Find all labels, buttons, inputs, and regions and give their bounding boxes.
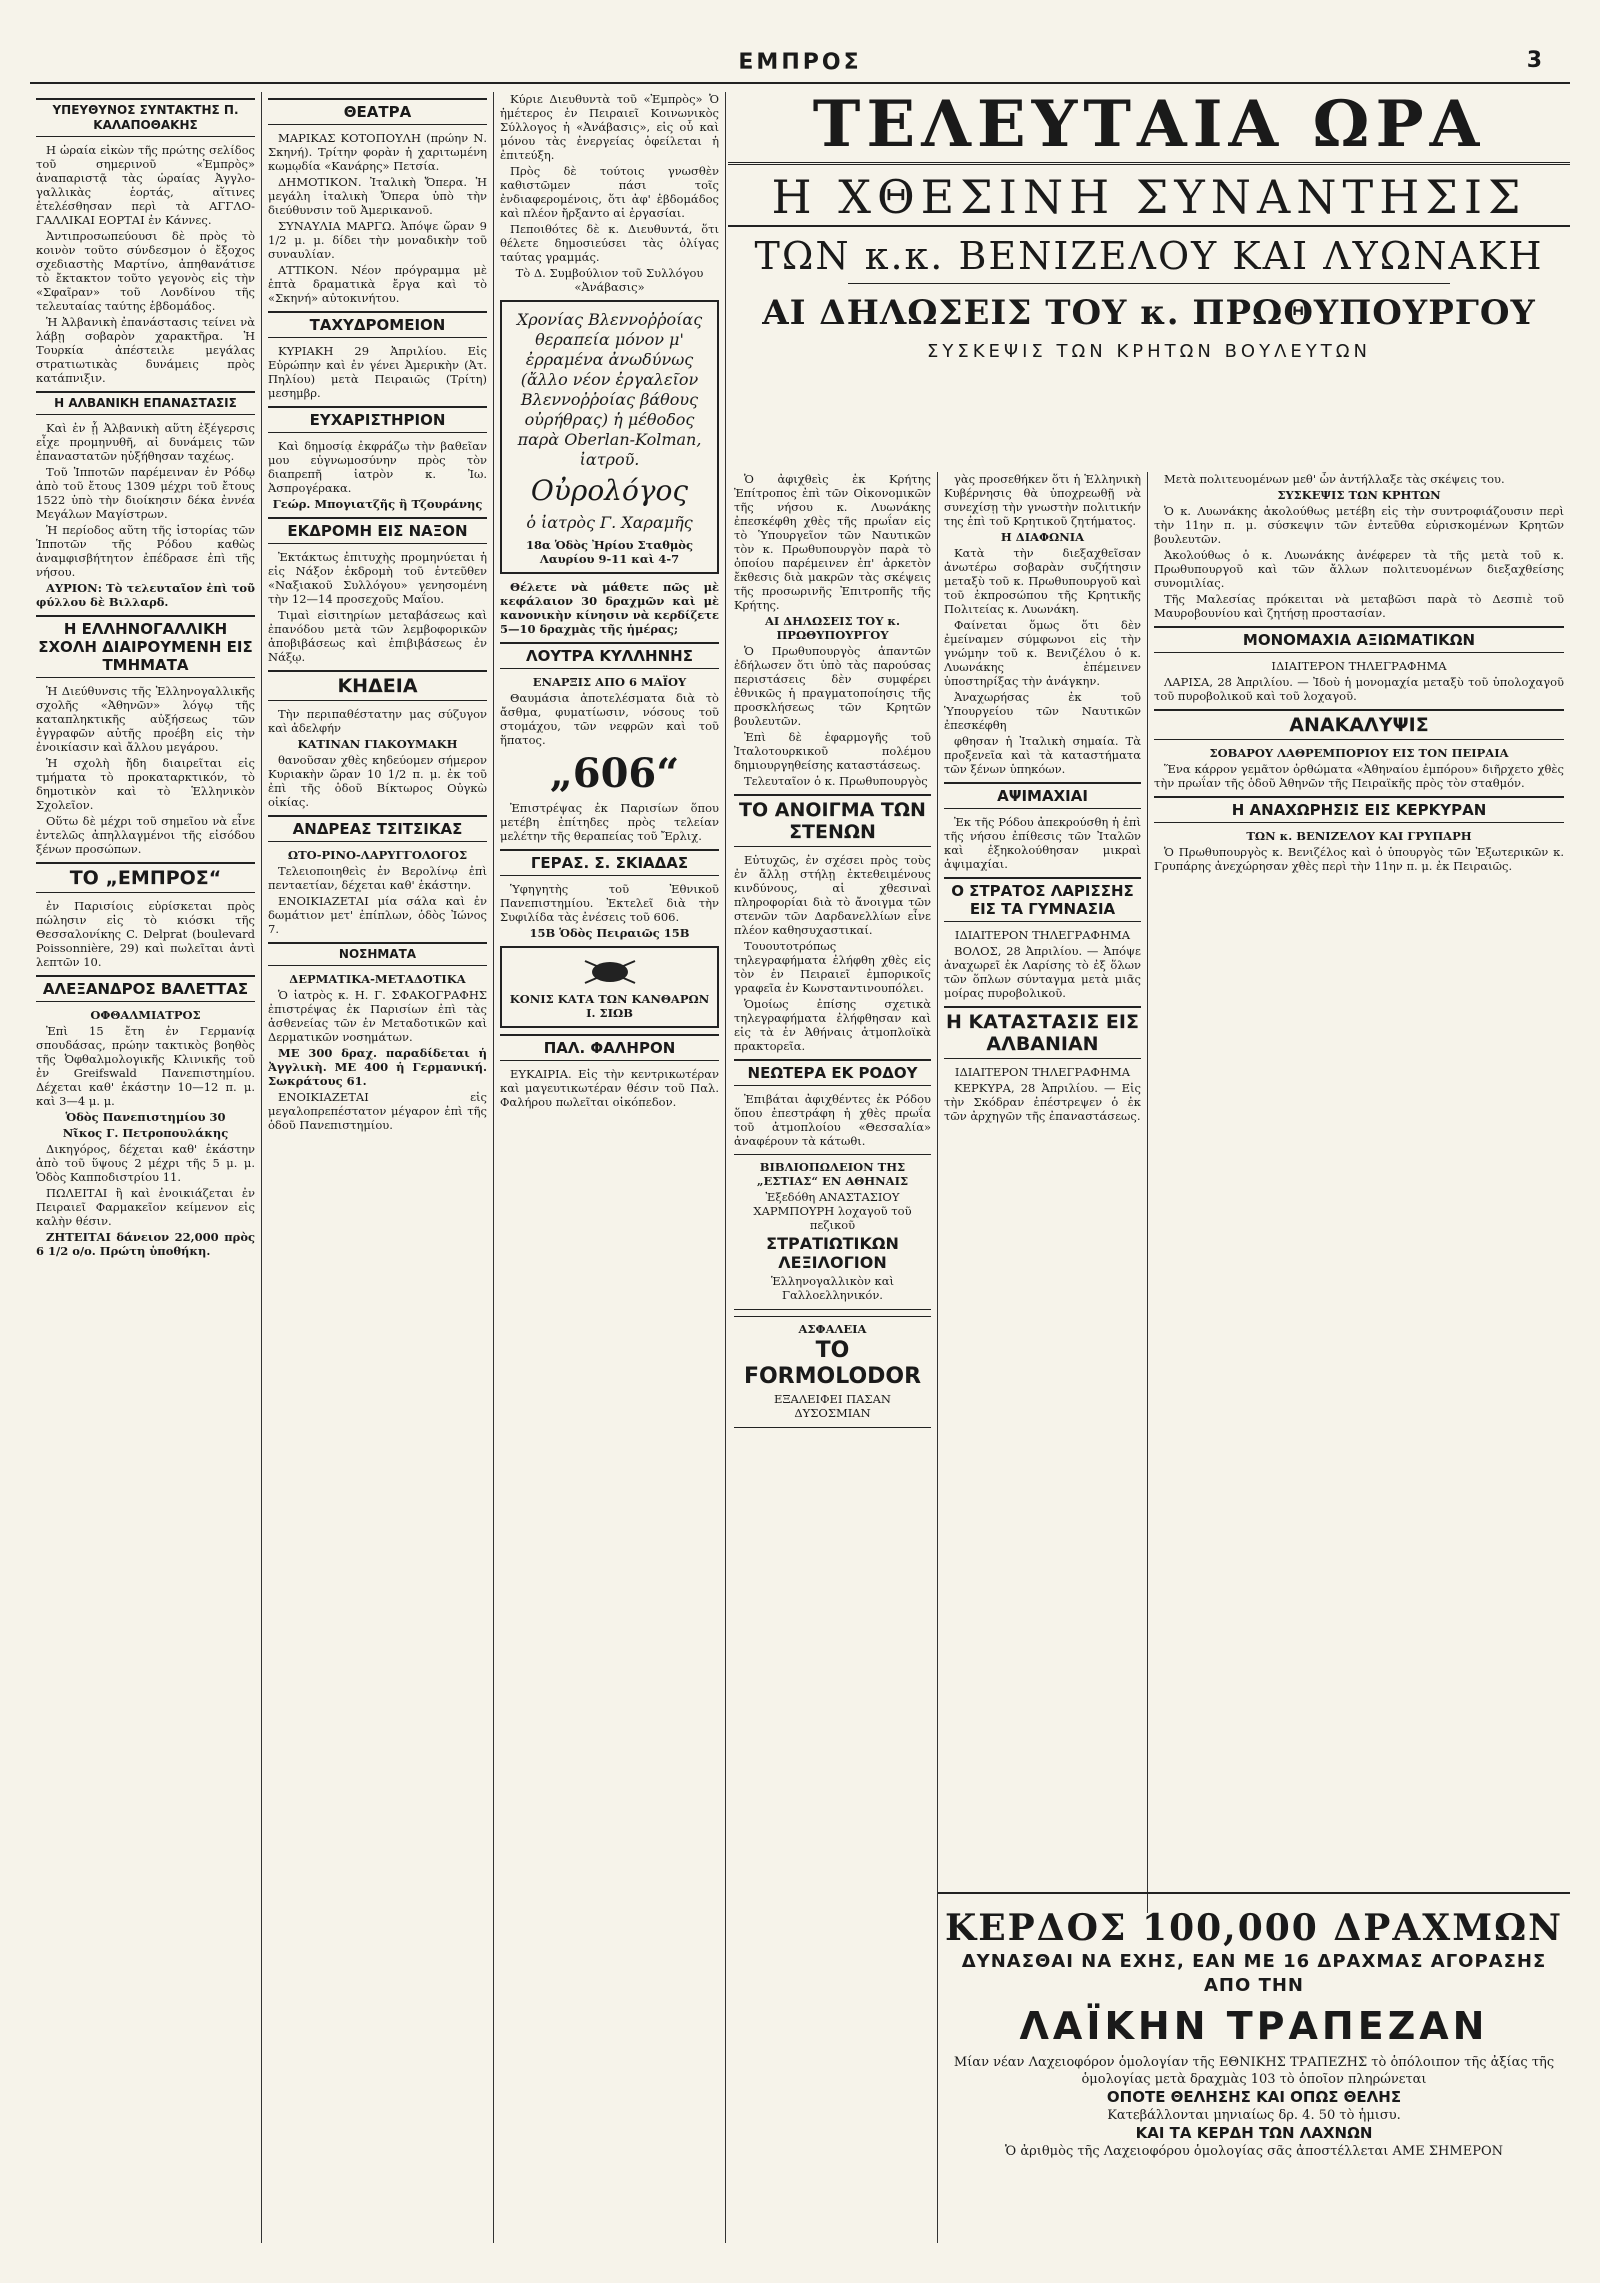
- article-text: Ἀναχωρήσας ἐκ τοῦ Ὑπουργείου τῶν Ναυτικῶν ἐπεσκέφθη: [944, 690, 1141, 732]
- article-text: Τιμαὶ εἰσιτηρίων μεταβάσεως καὶ ἐπανόδου μετὰ τῶν λεμβοφορικῶν ἀποβιβάσεως καὶ ἐπιβιβάσεως ἐν Νάξῳ.: [268, 608, 487, 664]
- ad-title: TO FORMOLODOR: [743, 1338, 922, 1389]
- article-text: Φαίνεται ὅμως ὅτι δὲν ἐμείναμεν σύμφωνοι εἰς τὴν γνώμην τοῦ κ. Βενιζέλου ὁ κ. Λυωνάκης ἐπέμεινεν ὑποστηρίξας τὴν ἀνάγκην.: [944, 618, 1141, 688]
- excursion-heading: ΕΚΔΡΟΜΗ ΕΙΣ ΝΑΞΟΝ: [268, 517, 487, 544]
- article-text: γὰς προσεθήκεν ὅτι ἡ Ἑλληνικὴ Κυβέρνησις θὰ ὑποχρεωθῇ νὰ συνεχίσῃ τὴν γνωστὴν πολιτικήν της ἐπὶ τοῦ Κρητικοῦ ζητήματος.: [944, 472, 1141, 528]
- baths-heading: ΛΟΥΤΡΑ ΚΥΛΛΗΝΗΣ: [500, 642, 719, 669]
- deceased-name: ΚΑΤΙΝΑΝ ΓΙΑΚΟΥΜΑΚΗ: [297, 737, 458, 751]
- ad-text: Κατεβάλλονται μηνιαίως δρ. 4. 50 τὸ ἡμισυ.: [1107, 2108, 1401, 2123]
- ad-text: Μίαν νέαν Λαχειοφόρον ὁμολογίαν τῆς ΕΘΝΙΚΗΣ ΤΡΑΠΕΖΗΣ τὸ ὁπόλοιπον τῆς ἀξίας τῆς ὁμολογίας μετὰ δραχμὰς 103 τὸ ὁποῖον πληρώνεται: [953, 2055, 1555, 2087]
- ad-title: ΣΤΡΑΤΙΩΤΙΚΩΝ ΛΕΞΙΛΟΓΙΟΝ: [766, 1234, 899, 1272]
- ad-text: Ἑλληνογαλλικὸν καὶ Γαλλοελληνικόν.: [770, 1274, 894, 1302]
- ad-headline: ΚΕΡΔΟΣ 100,000 ΔΡΑΧΜΩΝ: [944, 1907, 1564, 1949]
- headline-main: ΤΕΛΕΥΤΑΙΑ ΩΡΑ: [728, 92, 1570, 165]
- article-text: Ἐπὶ δὲ ἐφαρμογῆς τοῦ Ἰταλοτουρκικοῦ πολέμου δημιουργηθείσης καταστάσεως.: [734, 730, 931, 772]
- doctor-specialty: ΩΤΟ-ΡΙΝΟ-ΛΑΡΥΓΓΟΛΟΓΟΣ: [287, 848, 468, 862]
- article-text: Τὴν περιπαθέστατην μας σύζυγον καὶ ἀδελφήν: [268, 707, 487, 735]
- column-6: [1148, 472, 1570, 1913]
- article-text: ΣΥΝΑΥΛΙΑ ΜΑΡΓΩ. Ἀπόψε ὥραν 9 1/2 μ. μ. δίδει τὴν μοναδικὴν τοῦ συναυλίαν.: [268, 219, 487, 261]
- article-text: Οὕτω δὲ μέχρι τοῦ σημεῖου νὰ εἶνε ἐντελῶς ἀπηλλαγμένοι τῆς εἰσόδου ξένων προσώπων.: [36, 814, 255, 856]
- article-text: Ὁ κ. Λυωνάκης ἀκολούθως μετέβη εἰς τὴν συντροφιάζουσιν περὶ τὴν 11ην π. μ. σύσκεψιν τῶν ἐντεῦθα εὑρισκομένων Κρητῶν βουλευτῶν.: [1154, 504, 1564, 546]
- signature: Τὸ Δ. Συμβούλιον τοῦ Συλλόγου «Ἀνάβασις»: [515, 266, 704, 294]
- duel-heading: ΜΟΝΟΜΑΧΙΑ ΑΞΙΩΜΑΤΙΚΩΝ: [1154, 626, 1564, 653]
- notice-text: ΑΥΡΙΟΝ: Τὸ τελευταῖον ἐπὶ τοῦ φύλλου δὲ Βιλλαρδ.: [36, 581, 255, 609]
- article-text: ἐν Παρισίοις εὑρίσκεται πρὸς πώλησιν εἰς τὸ κιόσκι τῆς Θεσσαλονίκης C. Delprat (boulevard Poissonnière, 29) καὶ πωλεῖται ἀντὶ λεπτῶν 10.: [36, 899, 255, 969]
- urologist-ad: [500, 300, 719, 574]
- article-text: ΕΝΟΙΚΙΑΖΕΤΑΙ μία σάλα καὶ ἐν δωμάτιον μετ' ἐπίπλων, ὁδὸς Ἰώνος 7.: [268, 894, 487, 936]
- subheading: ΣΥΣΚΕΨΙΣ ΤΩΝ ΚΡΗΤΩΝ: [1277, 488, 1441, 502]
- headline-second: Η ΧΘΕΣΙΝΗ ΣΥΝΑΝΤΗΣΙΣ: [728, 171, 1570, 227]
- article-text: ΑΤΤΙΚΟΝ. Νέον πρόγραμμα μὲ ἑπτὰ δραματικὰ ἔργα καὶ τὸ «Σκηνή» αὐτοκινήτου.: [268, 263, 487, 305]
- article-text: Ἐπιβάται ἀφιχθέντες ἐκ Ρόδου ὅπου ἐπεστράφη ἡ χθὲς πρωΐα τοῦ ἀτμοπλοίου «Θεσσαλία» ἀναφέρουν τὰ κάτωθι.: [734, 1092, 931, 1148]
- newspaper-title: ΕΜΠΡΟΣ: [738, 50, 862, 75]
- subheading: Η ΔΙΑΦΩΝΙΑ: [1000, 530, 1085, 544]
- editor-heading: ΥΠΕΥΘΥΝΟΣ ΣΥΝΤΑΚΤΗΣ Π. ΚΑΛΑΠΟΘΑΚΗΣ: [36, 98, 255, 137]
- divider: [848, 283, 1450, 284]
- funeral-heading: ΚΗΔΕΙΑ: [268, 670, 487, 701]
- article-text: Κύριε Διευθυντὰ τοῦ «Ἐμπρὸς» Ὁ ἡμέτερος ἐν Πειραιεῖ Κοινωνικὸς Σύλλογος ἡ «Ἀνάβασις», εἰς οὗ καὶ μόνου τὰς ἐνεργείας ὀφείλεται ἡ ἐπιτεύξη.: [500, 92, 719, 162]
- ad-sub: ΟΦΘΑΛΜΙΑΤΡΟΣ: [90, 1008, 201, 1022]
- ad-name: Νῖκος Γ. Πετροπουλάκης: [62, 1126, 229, 1140]
- ad-text: ΟΠΟΤΕ ΘΕΛΗΣΗΣ ΚΑΙ ΟΠΩΣ ΘΕΛΗΣ: [1106, 2088, 1402, 2106]
- article-text: Πεποιθότες δὲ κ. Διευθυντά, ὅτι θέλετε δημοσιεύσει τὰς ὀλίγας ταύτας γραμμάς.: [500, 222, 719, 264]
- ad-text: ΑΣΦΑΛΕΙΑ: [798, 1322, 867, 1336]
- article-text: φθησαν ἡ Ἰταλικὴ σημαία. Τὰ προξενεῖα καὶ τὰ καταστήματα τῶν ξένων ὑπηκόων.: [944, 734, 1141, 776]
- beetle-icon: [506, 952, 713, 992]
- article-text: Εὐτυχῶς, ἐν σχέσει πρὸς τοὺς ἐν ἄλλῃ στήλῃ ἐκτεθειμένους κινδύνους, αἱ χθεσιναὶ πληροφορίαι διὰ τὸ ἄνοιγμα τῶν στενῶν τῶν Δαρδανελλίων εἶνε πλέον καθησυχαστικαί.: [734, 853, 931, 937]
- article-text: ΚΥΡΙΑΚΗ 29 Ἀπριλίου. Εἰς Εὐρώπην καὶ ἐν γένει Ἀμερικὴν (Ἀτ. Πηλίου) μετὰ Πειραιῶς (Τρίτη) μεσημβρ.: [268, 344, 487, 400]
- column-1: [30, 92, 262, 2243]
- ad-text: ΚΟΝΙΣ ΚΑΤΑ ΤΩΝ ΚΑΝΘΑΡΩΝ Ι. ΣΙΩΒ: [509, 992, 710, 1020]
- telegram-label: ΙΔΙΑΙΤΕΡΟΝ ΤΗΛΕΓΡΑΦΗΜΑ: [954, 1065, 1131, 1079]
- article-text: Ὁ ἀφιχθεὶς ἐκ Κρήτης Ἐπίτροπος ἐπὶ τῶν Οἰκονομικῶν τῆς νήσου κ. Λυωνάκης ἐπεσκέφθη χθὲς τῆς πρωΐαν εἰς τὸ Ὑπουργεῖον τῶν Ναυτικῶν τὸν κ. Πρωθυπουργὸν παρὰ τὸ ὁποίου παρέμεινεν ἐπ' ἀρκετὸν ἔκθεσις διὰ μακρῶν τὰς σκέψεις τῆς προσωρινῆς Ἐπιτροπῆς τῆς Κρήτης.: [734, 472, 931, 612]
- article-text: Ὁ Πρωθυπουργὸς κ. Βενιζέλος καὶ ὁ ὑπουργὸς τῶν Ἐξωτερικῶν κ. Γρυπάρης ἀνεχώρησαν χθὲς περὶ τὴν 11ην π. μ. ἐκ Πειραιῶς.: [1154, 845, 1564, 873]
- departure-heading: Η ΑΝΑΧΩΡΗΣΙΣ ΕΙΣ ΚΕΡΚΥΡΑΝ: [1154, 796, 1564, 823]
- discovery-heading: ΑΝΑΚΑΛΥΨΙΣ: [1154, 709, 1564, 740]
- article-text: Καὶ ἐν ᾗ Ἀλβανικὴ αὕτη ἐξέγερσις εἶχε προμηνυθῆ, αἱ δυνάμεις τῶν ἐπαναστατῶν ηὐξήθησαν ταχέως.: [36, 421, 255, 463]
- article-text: ΚΕΡΚΥΡΑ, 28 Ἀπριλίου. — Εἰς τὴν Σκόδραν ἐπέστρεψεν ὁ ἐκ τῶν ἀρχηγῶν τῆς ἐπαναστάσεως.: [944, 1081, 1141, 1123]
- article-text: ΜΑΡΙΚΑΣ ΚΟΤΟΠΟΥΛΗ (πρώην Ν. Σκηνή). Τρίτην φορὰν ἡ χαριτωμένη κωμῳδία «Κανάρης» Πετσία.: [268, 131, 487, 173]
- article-text: Ἀντιπροσωπεύουσι δὲ πρὸς τὸ κοινὸν τοῦτο σύνδεσμον ὁ ἔξοχος σχεδιαστὴς Μαρτίνο, ἀπηθανάτισε τὸ ἔκτακτον τοῦτο γεγονὸς εἰς τὴν «Σφαῖραν» τοῦ Λονδίνου τῆς τελευταίας ταύτης ἑβδομάδος.: [36, 229, 255, 313]
- article-text: Ὁ ἰατρὸς κ. Η. Γ. ΣΦΑΚΟΓΡΑΦΗΣ ἐπιστρέψας ἐκ Παρισίων ἐπὶ τὰς ἀσθενείας τῶν ἐν Μεταδοτικῶν καὶ Δερματικῶν νοσημάτων.: [268, 988, 487, 1044]
- ad-address: Ὁδὸς Πανεπιστημίου 30: [65, 1110, 226, 1124]
- ad-text: ΠΩΛΕΙΤΑΙ ἢ καὶ ἐνοικιάζεται ἐν Πειραιεῖ Φαρμακεῖον κείμενον εἰς καλὴν θέσιν.: [36, 1186, 255, 1228]
- article-text: Θαυμάσια ἀποτελέσματα διὰ τὸ ἄσθμα, φυματίωσιν, νόσους τοῦ στομάχου, τῶν νεφρῶν καὶ τοῦ ἥπατος.: [500, 691, 719, 747]
- article-text: Τελειοποιηθεὶς ἐν Βερολίνῳ ἐπὶ πενταετίαν, δέχεται καθ' ἑκάστην.: [268, 864, 487, 892]
- article-text: θανοῦσαν χθὲς κηδεύομεν σήμερον Κυριακὴν ὥραν 10 1/2 π. μ. ἐκ τοῦ ἐπὶ τῆς ὁδοῦ Βίκτωρος Οὐγκὼ οἰκίας.: [268, 753, 487, 809]
- ad-address: 18α Ὁδὸς Ἠρίου Σταθμὸς Λαυρίου 9-11 καὶ 4-7: [526, 538, 693, 566]
- article-text: Καὶ δημοσίᾳ ἐκφράζω τὴν βαθεῖαν μου εὐγνωμοσύνην πρὸς τὸν διαπρεπῆ ἰατρὸν κ. Ἰω. Ἀσπρογέρακα.: [268, 439, 487, 495]
- telegram-label: ΙΔΙΑΙΤΕΡΟΝ ΤΗΛΕΓΡΑΦΗΜΑ: [954, 928, 1131, 942]
- article-text: Ὁμοίως ἐπίσης σχετικὰ τηλεγραφήματα ἐλήφθησαν καὶ εἰς τὰ ἐν Ἀθήναις ἀτμοπλοϊκὰ πρακτορεῖα.: [734, 997, 931, 1053]
- ad-text: ΒΙΒΛΙΟΠΩΛΕΙΟΝ ΤΗΣ „ΕΣΤΙΑΣ“ ΕΝ ΑΘΗΝΑΙΣ: [756, 1160, 909, 1188]
- rhodes-heading: ΝΕΩΤΕΡΑ ΕΚ ΡΟΔΟΥ: [734, 1059, 931, 1086]
- baths-sub: ΕΝΑΡΞΙΣ ΑΠΟ 6 ΜΑΪΟΥ: [532, 675, 687, 689]
- signature: Γεώρ. Μπογιατζῆς ἢ Τζουράνης: [272, 497, 483, 511]
- ad-text: Ὁ ἀριθμὸς τῆς Λαχειοφόρου ὁμολογίας σᾶς ἀποστέλλεται ΑΜΕ ΣΗΜΕΡΟΝ: [1005, 2144, 1503, 2159]
- masthead: [30, 48, 1570, 84]
- ad-text: ΖΗΤΕΙΤΑΙ δάνειον 22,000 πρὸς 6 1/2 ο/ο. Πρώτη ὑποθήκη.: [36, 1230, 255, 1258]
- article-text: ΔΗΜΟΤΙΚΟΝ. Ἰταλικὴ Ὄπερα. Ἡ μεγάλη ἰταλικὴ Ὄπερα ὑπὸ τὴν διεύθυνσιν τοῦ Ἀμερικανοῦ.: [268, 175, 487, 217]
- article-text: Ἀκολούθως ὁ κ. Λυωνάκης ἀνέφερεν τὰ τῆς μετὰ τοῦ κ. Πρωθυπουργοῦ καὶ τῶν ἄλλων πολιτευομένων διεξαχθείσης συνομιλίας.: [1154, 548, 1564, 590]
- discovery-sub: ΣΟΒΑΡΟΥ ΛΑΘΡΕΜΠΟΡΙΟΥ ΕΙΣ ΤΟΝ ΠΕΙΡΑΙΑ: [1209, 746, 1509, 760]
- article-text: Μετὰ πολιτευομένων μεθ' ὧν ἀντήλλαξε τὰς σκέψεις του.: [1164, 472, 1505, 486]
- article-text: Ἕνα κάρρον γεμᾶτον ὀρθώματα «Ἀθηναίου ἐμπόρου» διῆρχετο χθὲς τὴν πρωΐαν τῆς ὁδοῦ Ἀθηνῶν τῆς Πειραϊκῆς πρὸς τὸν σταθμόν.: [1154, 762, 1564, 790]
- ad-script: Χρονίας Βλεννοῤῥοίας θεραπεία μόνον μ' ἐρραμένα ἀνωδύνως (ἄλλο νέον ἐργαλεῖον Βλεννοῤῥοίας βάθους οὐρήθρας) ἡ μέθοδος παρὰ Oberlan-Kolman, ἰατροῦ.: [516, 310, 703, 469]
- article-text: Η ὡραία εἰκὼν τῆς πρώτης σελίδος τοῦ σημερινοῦ «Ἐμπρὸς» ἀναπαριστᾷ τὰς ὡραίας Ἀγγλο-γαλλικὰς ἑορτάς, αἵτινες ἑτελέσθησαν περὶ τὰ ΑΓΓΛΟ-ΓΑΛΛΙΚΑΙ ΕΟΡΤΑΙ ἐν Κάννες.: [36, 143, 255, 227]
- straits-heading: ΤΟ ΑΝΟΙΓΜΑ ΤΩΝ ΣΤΕΝΩΝ: [734, 794, 931, 847]
- thanks-heading: ΕΥΧΑΡΙΣΤΗΡΙΟΝ: [268, 406, 487, 433]
- headline-third: ΤΩΝ κ.κ. ΒΕΝΙΖΕΛΟΥ ΚΑΙ ΛΥΩΝΑΚΗ: [754, 234, 1544, 278]
- school-heading: Η ΕΛΛΗΝΟΓΑΛΛΙΚΗ ΣΧΟΛΗ ΔΙΑΙΡΟΥΜΕΝΗ ΕΙΣ ΤΜΗΜΑΤΑ: [36, 615, 255, 678]
- article-text: Τελευταῖον ὁ κ. Πρωθυπουργὸς: [744, 774, 928, 788]
- disease-sub: ΔΕΡΜΑΤΙΚΑ-ΜΕΤΑΔΟΤΙΚΑ: [289, 972, 466, 986]
- ad-subline: ΔΥΝΑΣΘΑΙ ΝΑ ΕΧΗΣ, ΕΑΝ ΜΕ 16 ΔΡΑΧΜΑΣ ΑΓΟΡΑΣΗΣ ΑΠΟ ΤΗΝ: [961, 1951, 1547, 1996]
- disease-heading: ΝΟΣΗΜΑΤΑ: [268, 942, 487, 966]
- article-text: Ἡ Διεύθυνσις τῆς Ἑλληνογαλλικῆς σχολῆς «Ἀθηνῶν» λόγῳ τῆς καταπληκτικῆς αὐξήσεως τῶν ἐγγραφῶν αὐτῆς προέβη εἰς τὴν ἐνοικίασιν καὶ ἄλλου μεγάρου.: [36, 684, 255, 754]
- formolodor-ad: [734, 1316, 931, 1428]
- article-text: ΛΑΡΙΣΑ, 28 Ἀπριλίου. — Ἰδοὺ ἡ μονομαχία μεταξὺ τοῦ ὑπολοχαγοῦ τοῦ πυροβολικοῦ καὶ τοῦ λοχαγοῦ.: [1154, 675, 1564, 703]
- article-text: Ἐκτάκτως ἐπιτυχὴς προμηνύεται ἡ εἰς Νάξον ἐκδρομὴ τοῦ ἐντεῦθεν «Ναξιακοῦ Συλλόγου» γενησομένη τὴν 12—14 προσεχοῦς Μαΐου.: [268, 550, 487, 606]
- article-text: Τῆς Μαλεσίας πρόκειται νὰ μεταβῶσι παρὰ τὸ Δεσπιὲ τοῦ Μαυροβουνίου καὶ ζητήσῃ προστασίαν.: [1154, 592, 1564, 620]
- subheading: Η ΑΛΒΑΝΙΚΗ ΕΠΑΝΑΣΤΑΣΙΣ: [36, 391, 255, 415]
- ad-text: Θέλετε νὰ μάθετε πῶς μὲ κεφάλαιον 30 δραχμῶν καὶ μὲ κανονικὴν κίνησιν νὰ κερδίζετε 5—10 δραχμὰς τῆς ἡμέρας;: [500, 580, 719, 636]
- column-4: [728, 472, 938, 2243]
- bank-ad: [938, 1892, 1570, 2242]
- headline-fifth: ΣΥΣΚΕΨΙΣ ΤΩΝ ΚΡΗΤΩΝ ΒΟΥΛΕΥΤΩΝ: [927, 341, 1371, 362]
- ad-text: Ἐπὶ 15 ἔτη ἐν Γερμανίᾳ σπουδάσας, πρώην τακτικὸς βοηθὸς τῆς Ὀφθαλμολογικῆς Κλινικῆς τοῦ ἐν Greifswald Πανεπιστημίου. Δέχεται καθ' ἑκάστην 10—12 π. μ. καὶ 3—4 μ. μ.: [36, 1024, 255, 1108]
- ad-text: ΕΞΑΛΕΙΦΕΙ ΠΑΣΑΝ ΔΥΣΟΣΜΙΑΝ: [774, 1392, 891, 1420]
- ad-text: ΚΑΙ ΤΑ ΚΕΡΔΗ ΤΩΝ ΛΑΧΝΩΝ: [1135, 2124, 1373, 2142]
- article-text: ΕΥΚΑΙΡΙΑ. Εἰς τὴν κεντρικωτέραν καὶ μαγευτικωτέραν θέσιν τοῦ Παλ. Φαλήρου πωλεῖται οἰκόπεδον.: [500, 1067, 719, 1109]
- article-text: Ἡ σχολὴ ἤδη διαιρεῖται εἰς τμήματα τὸ προκαταρκτικόν, τὸ δημοτικὸν καὶ τὸ Ἑλληνικὸν Σχολεῖον.: [36, 756, 255, 812]
- army-heading: Ο ΣΤΡΑΤΟΣ ΛΑΡΙΣΣΗΣ ΕΙΣ ΤΑ ΓΥΜΝΑΣΙΑ: [944, 877, 1141, 922]
- bookshop-ad: [734, 1154, 931, 1310]
- ad-text: Ἐξεδόθη ΑΝΑΣΤΑΣΙΟΥ ΧΑΡΜΠΟΥΡΗ λοχαγοῦ τοῦ πεζικοῦ: [753, 1190, 912, 1232]
- article-text: Κατὰ τὴν διεξαχθεῖσαν ἀνωτέρω σοβαρὰν συζήτησιν μεταξὺ τοῦ κ. Πρωθυπουργοῦ καὶ τοῦ ἐκπροσώπου τῆς Κρητικῆς Πολιτείας κ. Λυωνάκη.: [944, 546, 1141, 616]
- column-2: [262, 92, 494, 2243]
- beetle-ad: [500, 946, 719, 1028]
- emp-heading: ΤΟ „ΕΜΠΡΟΣ“: [36, 862, 255, 893]
- ad-606: „606“: [549, 750, 680, 797]
- doctor-heading: ΑΝΔΡΕΑΣ ΤΣΙΤΣΙΚΑΣ: [268, 815, 487, 842]
- ad-text: Δικηγόρος, δέχεται καθ' ἑκάστην ἀπὸ τοῦ ὕψους 2 μέχρι τῆς 5 μ. μ. Ὁδὸς Καπποδιστρίου 11.: [36, 1142, 255, 1184]
- article-text: Ἡ περίοδος αὕτη τῆς ἱστορίας τῶν Ἱπποτῶν τῆς Ρόδου καθὼς ἀναμφισβήτητον ἐπέδρασε ἐπὶ τῆς νήσου.: [36, 523, 255, 579]
- headline-fourth: ΑΙ ΔΗΛΩΣΕΙΣ ΤΟΥ κ. ΠΡΩΘΥΠΟΥΡΓΟΥ: [762, 293, 1536, 333]
- page-number: 3: [1526, 48, 1542, 73]
- column-3: [494, 92, 726, 2243]
- ad-bank-name: ΛΑΪΚΗΝ ΤΡΑΠΕΖΑΝ: [1019, 2004, 1489, 2048]
- telegram-label: ΙΔΙΑΙΤΕΡΟΝ ΤΗΛΕΓΡΑΦΗΜΑ: [1271, 659, 1447, 673]
- ad-script-title: Οὐρολόγος: [530, 474, 689, 507]
- ad-text: ΜΕ 300 δραχ. παραδίδεται ἡ Ἀγγλικὴ. ΜΕ 400 ἡ Γερμανική. Σωκράτους 61.: [268, 1046, 487, 1088]
- doctor-heading: ΓΕΡΑΣ. Σ. ΣΚΙΑΔΑΣ: [500, 849, 719, 876]
- departure-sub: ΤΩΝ κ. ΒΕΝΙΖΕΛΟΥ ΚΑΙ ΓΡΥΠΑΡΗ: [1246, 829, 1472, 843]
- article-text: Ἡ Ἀλβανικὴ ἐπανάστασις τείνει νὰ λάβῃ σοβαρὸν χαρακτῆρα. Ἡ Τουρκία ἀπέστειλε μεγάλας στρατιωτικὰς δυνάμεις πρὸς κατάπνιξιν.: [36, 315, 255, 385]
- post-heading: ΤΑΧΥΔΡΟΜΕΙΟΝ: [268, 311, 487, 338]
- ad-address: 15Β Ὁδὸς Πειραιῶς 15Β: [529, 926, 690, 940]
- theatre-heading: ΘΕΑΤΡΑ: [268, 98, 487, 125]
- article-text: Ὁ Πρωθυπουργὸς ἀπαντῶν ἐδήλωσεν ὅτι ὑπὸ τὰς παρούσας περιστάσεις δὲν συμφέρει ἐθνικῶς ἡ πραγματοποίησις τῆς προσκλήσεως τῶν Κρητῶν βουλευτῶν.: [734, 644, 931, 728]
- right-block: [728, 87, 1570, 2243]
- skirmish-heading: ΑΨΙΜΑΧΙΑΙ: [944, 782, 1141, 809]
- column-5: [938, 472, 1148, 1913]
- article-text: Τοῦ Ἱπποτῶν παρέμειναν ἐν Ρόδῳ ἀπὸ τοῦ ἔτους 1309 μέχρι τοῦ ἔτους 1522 ὑπὸ τὴν διοίκησιν δέκα ἐννέα Μεγάλων Μαγίστρων.: [36, 465, 255, 521]
- article-text: ΒΟΛΟΣ, 28 Ἀπριλίου. — Ἀπόψε ἀναχωρεῖ ἐκ Λαρίσης τὸ ἐξ ὅλων τῶν ὅπλων σύνταγμα μετὰ μιᾶς μοίρας πυροβολικοῦ.: [944, 944, 1141, 1000]
- article-text: Πρὸς δὲ τούτοις γνωσθὲν καθιστῶμεν πάσι τοῖς ἐνδιαφερομένοις, ὅτι ἀφ' ἑβδομάδος καὶ πλέον ἤρξαντο αἱ ἐργασίαι.: [500, 164, 719, 220]
- subheading: ΑΙ ΔΗΛΩΣΕΙΣ ΤΟΥ κ. ΠΡΩΘΥΠΟΥΡΓΟΥ: [764, 614, 901, 642]
- ad-doctor: ὁ ἰατρὸς Γ. Χαραμῆς: [526, 513, 693, 532]
- ad-name: ΑΛΕΞΑΝΔΡΟΣ ΒΑΛΕΤΤΑΣ: [36, 975, 255, 1002]
- ad-text: ΕΝΟΙΚΙΑΖΕΤΑΙ εἰς μεγαλοπρεπέστατον μέγαρον ἐπὶ τῆς ὁδοῦ Πανεπιστημίου.: [268, 1090, 487, 1132]
- albania-heading: Η ΚΑΤΑΣΤΑΣΙΣ ΕΙΣ ΑΛΒΑΝΙΑΝ: [944, 1006, 1141, 1059]
- article-text: Ἐπιστρέψας ἐκ Παρισίων ὅπου μετέβη ἐπίτηδες πρὸς τελείαν μελέτην τῆς θεραπείας τοῦ Ἔρλιχ.: [500, 801, 719, 843]
- article-text: Ἐκ τῆς Ρόδου ἀπεκρούσθη ἡ ἐπὶ τῆς νήσου ἐπίθεσις τῶν Ἰταλῶν καὶ ἐξηκολούθησαν μικραὶ ἀψιμαχίαι.: [944, 815, 1141, 871]
- article-text: Ὑφηγητὴς τοῦ Ἐθνικοῦ Πανεπιστημίου. Ἐκτελεῖ διὰ τὴν Συφιλίδα τὰς ἐνέσεις τοῦ 606.: [500, 882, 719, 924]
- faliron-heading: ΠΑΛ. ΦΑΛΗΡΟΝ: [500, 1034, 719, 1061]
- headline-banner: [728, 87, 1570, 472]
- article-text: Τουουτοτρόπως τηλεγραφήματα ἐλήφθη χθὲς εἰς τὸν ἐν Πειραιεῖ ἐμπορικοῖς γραφεῖα ἐν Κωνσταντινουπόλει.: [734, 939, 931, 995]
